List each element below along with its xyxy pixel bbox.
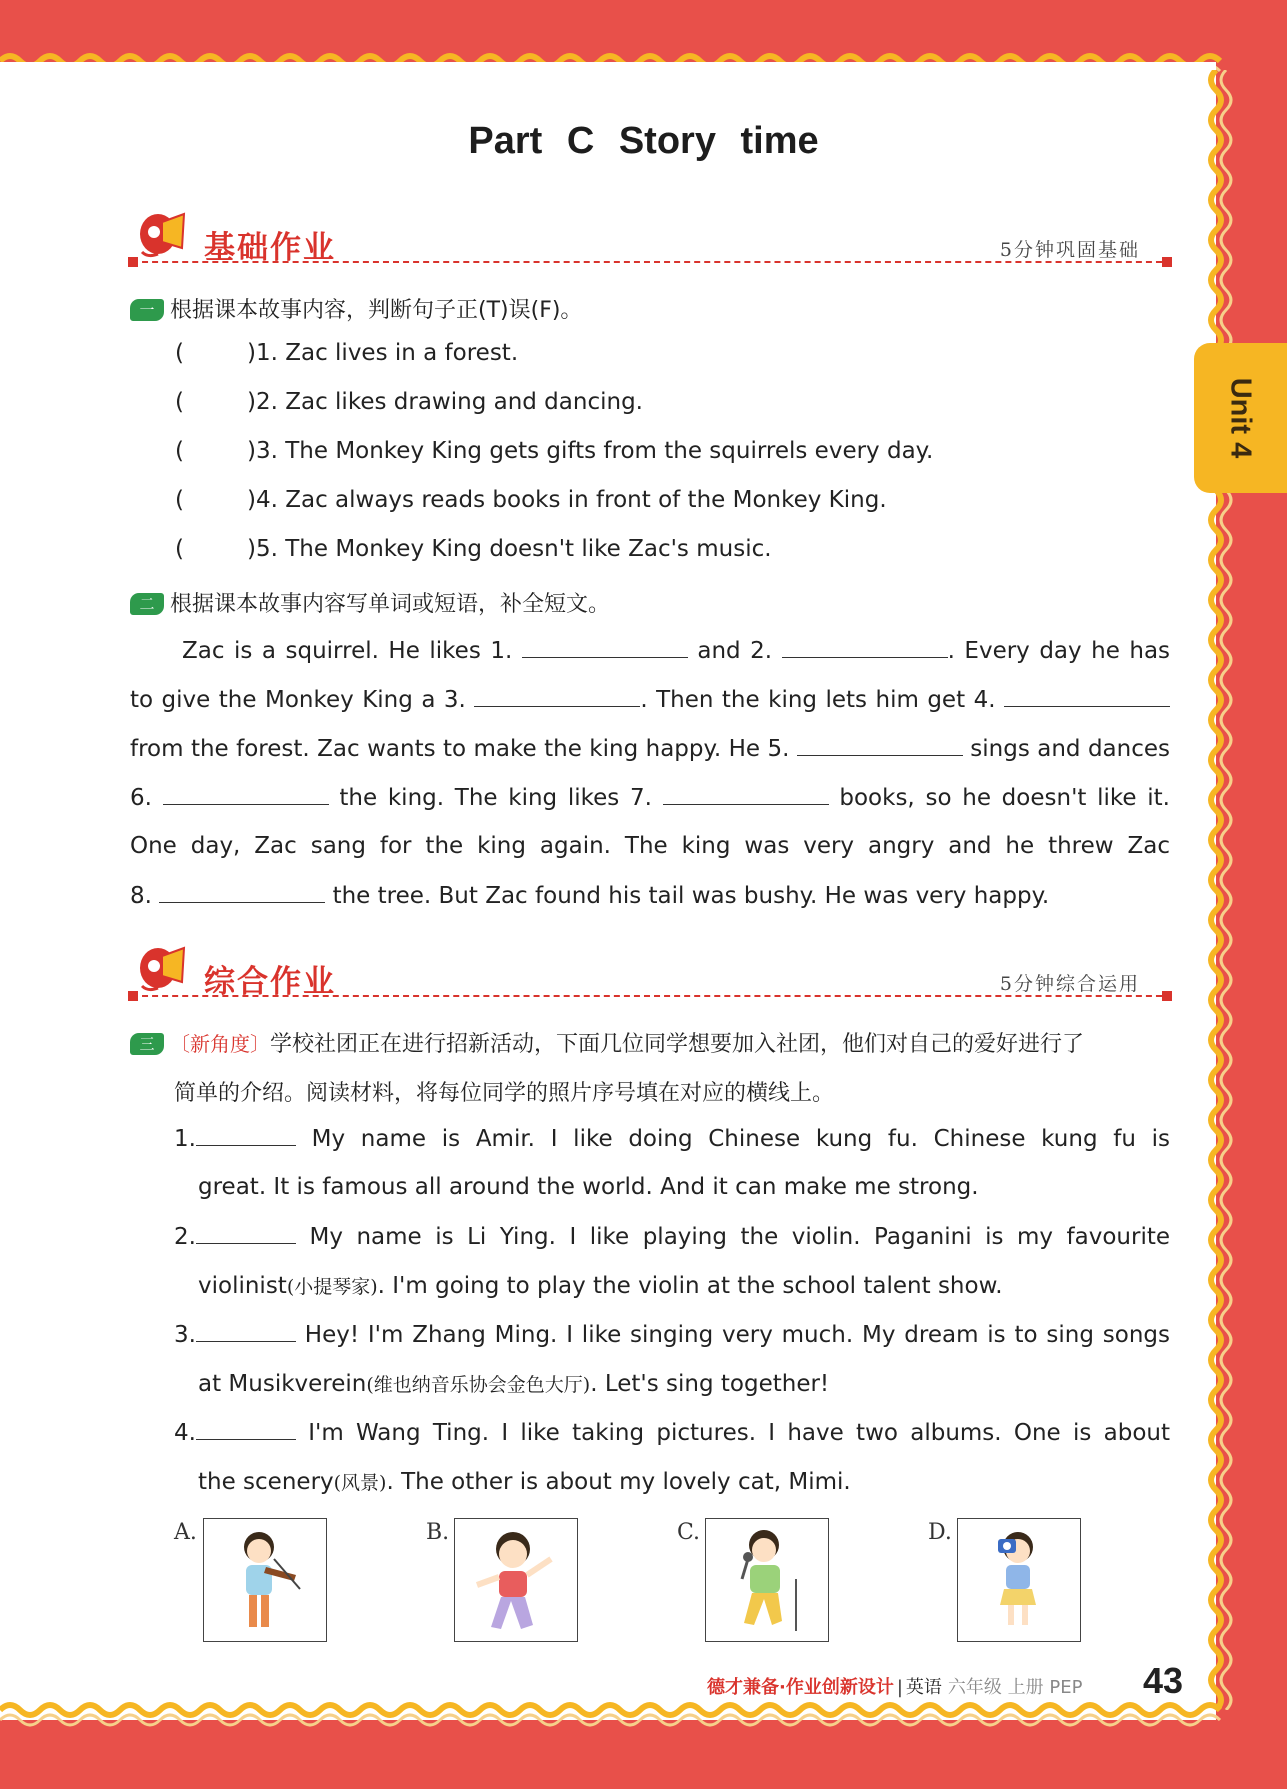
item-text: My name is Li Ying. I like playing the violin. Paganini is my favourite — [309, 1224, 1170, 1250]
passage-text: 6. — [130, 785, 152, 811]
item-text: the scenery — [198, 1469, 334, 1495]
tf-item — [175, 438, 933, 464]
item-text: My name is Amir. I like doing Chinese kung fu. Chinese kung fu is — [311, 1126, 1170, 1152]
tf-item — [175, 536, 772, 562]
passage-text: 8. — [130, 883, 152, 909]
reading-item-3 — [174, 1321, 1170, 1348]
item-text: . The other is about my lovely cat, Mimi. — [386, 1469, 851, 1495]
passage-line — [182, 637, 1170, 664]
divider-end-right — [1162, 257, 1172, 267]
chinese-gloss: (小提琴家) — [286, 1276, 378, 1298]
section-title: 综合作业 — [204, 964, 336, 1000]
passage-line — [130, 784, 1170, 811]
fill-blank[interactable] — [163, 784, 329, 805]
fill-blank[interactable] — [159, 882, 325, 903]
kungfu-boy-illustration — [455, 1519, 577, 1641]
item-text: violinist — [198, 1273, 287, 1299]
tf-statement: )5. The Monkey King doesn't like Zac's music. — [247, 536, 772, 562]
picture-label-c: C. — [677, 1520, 701, 1545]
picture-c-singing-boy — [705, 1518, 829, 1642]
passage-text: books, so he doesn't like it. — [839, 785, 1170, 811]
fill-blank[interactable] — [474, 686, 640, 707]
item-text: I'm Wang Ting. I like taking pictures. I have two albums. One is about — [308, 1420, 1170, 1446]
item-number: 2. — [174, 1224, 196, 1250]
section-subtitle: 5分钟综合运用 — [999, 973, 1140, 995]
section-divider — [132, 995, 1172, 997]
bottom-wave-border — [0, 1694, 1287, 1740]
tf-statement: )3. The Monkey King gets gifts from the squirrels every day. — [247, 438, 934, 464]
picture-label-d: D. — [928, 1520, 952, 1545]
question-number-badge: 三 — [130, 1033, 164, 1055]
section-header-comprehensive — [128, 942, 1172, 1002]
megaphone-icon — [134, 208, 190, 260]
question-number-badge: 二 — [130, 593, 164, 615]
item-text: . Let's sing together! — [590, 1371, 830, 1397]
answer-paren[interactable]: ( — [175, 389, 184, 415]
passage-text: the tree. But Zac found his tail was bushy. He was very happy. — [332, 883, 1050, 909]
question-instruction: 学校社团正在进行招新活动，下面几位同学想要加入社团，他们对自己的爱好进行了 — [270, 1032, 1085, 1057]
divider-end-left — [128, 991, 138, 1001]
question-instruction: 根据课本故事内容，判断句子正(T)误(F)。 — [170, 298, 583, 323]
fill-blank[interactable] — [196, 1125, 296, 1146]
picture-d-camera-girl — [957, 1518, 1081, 1642]
passage-text: Zac is a squirrel. He likes 1. — [182, 638, 513, 664]
section-subtitle: 5分钟巩固基础 — [999, 239, 1140, 261]
question-3-instruction-cont: 简单的介绍。阅读材料，将每位同学的照片序号填在对应的横线上。 — [174, 1081, 835, 1106]
question-number-badge: 一 — [130, 299, 164, 321]
item-text: at Musikverein — [198, 1371, 367, 1397]
picture-label-b: B. — [426, 1520, 450, 1545]
fill-blank[interactable] — [196, 1223, 296, 1244]
passage-line — [130, 833, 1170, 859]
tf-statement: )2. Zac likes drawing and dancing. — [247, 389, 643, 415]
section-header-basic — [128, 208, 1172, 268]
fill-blank[interactable] — [663, 784, 829, 805]
reading-item-1-cont: great. It is famous all around the world. And it can make me strong. — [198, 1174, 979, 1200]
divider-end-right — [1162, 991, 1172, 1001]
answer-paren[interactable]: ( — [175, 487, 184, 513]
tf-item — [175, 389, 643, 415]
reading-item-4-cont — [198, 1468, 1170, 1495]
chinese-gloss: (风景) — [333, 1472, 387, 1494]
footer-brand: 德才兼备·作业创新设计 — [707, 1677, 894, 1698]
fill-blank[interactable] — [797, 735, 963, 756]
item-number: 1. — [174, 1126, 196, 1152]
item-number: 4. — [174, 1420, 196, 1446]
reading-item-1 — [174, 1125, 1170, 1152]
section-divider — [132, 261, 1172, 263]
picture-a-violin-girl — [203, 1518, 327, 1642]
footer-details: 六年级 上册 PEP — [947, 1677, 1083, 1698]
megaphone-icon — [134, 942, 190, 994]
question-3-heading — [130, 1027, 1084, 1058]
item-number: 3. — [174, 1322, 196, 1348]
unit-tab-label: Unit 4 — [1224, 377, 1257, 459]
fill-blank[interactable] — [522, 637, 688, 658]
fill-blank[interactable] — [196, 1321, 296, 1342]
passage-text: from the forest. Zac wants to make the king happy. He 5. — [130, 736, 790, 762]
passage-line — [130, 686, 1170, 713]
fill-blank[interactable] — [782, 637, 948, 658]
camera-girl-illustration — [958, 1519, 1080, 1641]
fill-blank[interactable] — [196, 1419, 296, 1440]
tf-item — [175, 340, 518, 366]
tf-statement: )1. Zac lives in a forest. — [247, 340, 519, 366]
footer — [707, 1673, 1082, 1699]
answer-paren[interactable]: ( — [175, 438, 184, 464]
picture-label-a: A. — [174, 1520, 197, 1545]
footer-separator: | — [896, 1677, 903, 1698]
reading-item-2-cont — [198, 1272, 1170, 1299]
answer-paren[interactable]: ( — [175, 536, 184, 562]
item-text: Hey! I'm Zhang Ming. I like singing very much. My dream is to sing songs — [304, 1322, 1170, 1348]
passage-text: . Then the king lets him get 4. — [640, 687, 996, 713]
passage-text: One day, Zac sang for the king again. The king was very angry and he threw Zac — [130, 833, 1170, 859]
reading-item-4 — [174, 1419, 1170, 1446]
new-angle-tag: 〔新角度〕 — [170, 1032, 270, 1056]
passage-text: sings and dances — [970, 736, 1170, 762]
page-number: 43 — [1143, 1660, 1184, 1701]
passage-text: the king. The king likes 7. — [339, 785, 652, 811]
section-title: 基础作业 — [204, 230, 336, 266]
picture-b-kungfu-boy — [454, 1518, 578, 1642]
violin-girl-illustration — [204, 1519, 326, 1641]
reading-item-3-cont — [198, 1370, 1170, 1397]
page-title: Part C Story time — [468, 120, 819, 162]
answer-paren[interactable]: ( — [175, 340, 184, 366]
right-wave-border — [1200, 70, 1246, 1710]
item-text: . I'm going to play the violin at the school talent show. — [377, 1273, 1003, 1299]
passage-text: to give the Monkey King a 3. — [130, 687, 466, 713]
passage-text: and 2. — [697, 638, 773, 664]
passage-line — [130, 735, 1170, 762]
question-instruction: 根据课本故事内容写单词或短语，补全短文。 — [170, 592, 611, 617]
passage-line — [130, 882, 1170, 909]
chinese-gloss: (维也纳音乐协会金色大厅) — [366, 1374, 591, 1396]
tf-statement: )4. Zac always reads books in front of the Monkey King. — [247, 487, 887, 513]
question-2-heading — [130, 587, 610, 618]
unit-tab[interactable] — [1194, 343, 1287, 493]
tf-item — [175, 487, 887, 513]
divider-end-left — [128, 257, 138, 267]
singing-boy-illustration — [706, 1519, 828, 1641]
question-1-heading — [130, 293, 582, 324]
footer-subject: 英语 — [905, 1677, 942, 1698]
reading-item-2 — [174, 1223, 1170, 1250]
fill-blank[interactable] — [1004, 686, 1170, 707]
passage-text: . Every day he has — [947, 638, 1171, 664]
